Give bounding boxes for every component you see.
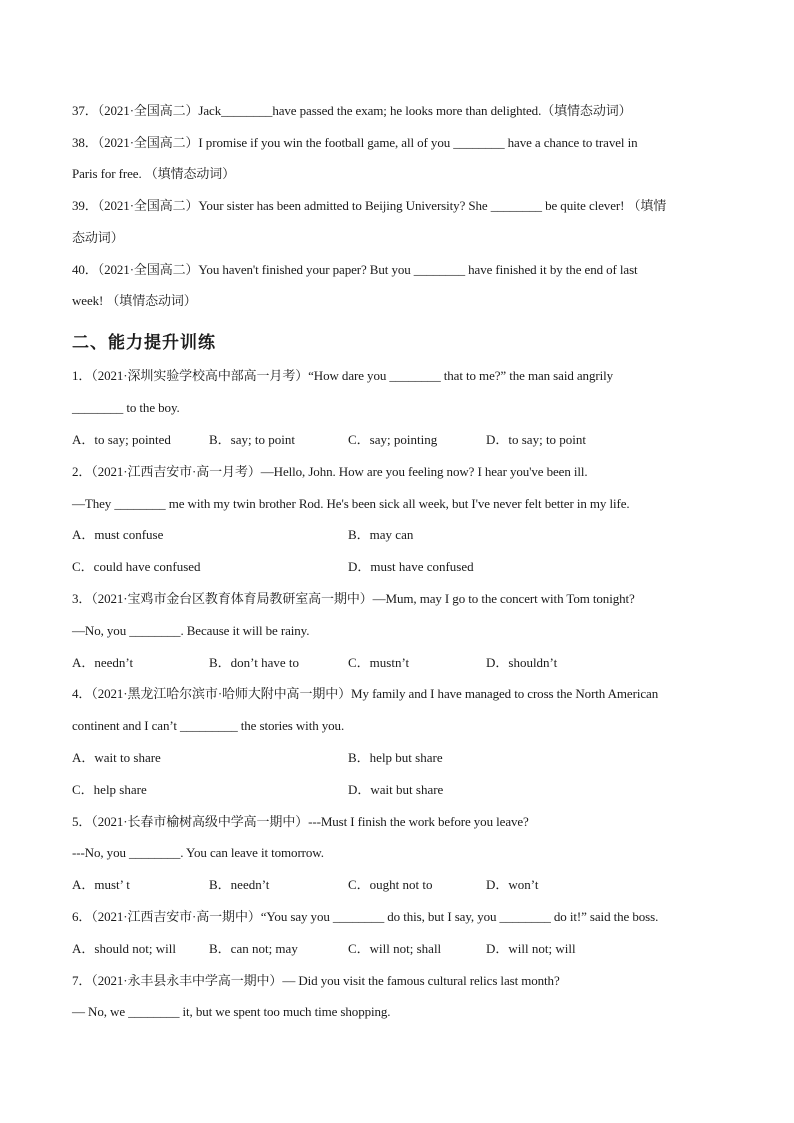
q1-option-b: B．say; to point [209,432,295,447]
q6-option-c: C．will not; shall [348,941,442,956]
question-5-line-1: 5．（2021·长春市榆树高级中学高一期中）---Must I finish the work before you leave? [72,814,529,829]
q5-option-c: C．ought not to [348,877,433,892]
q4-option-b: B．help but share [348,750,443,765]
question-3-line-2: —No, you ________. Because it will be rainy. [72,623,310,638]
q5-option-a: A．must’ t [72,877,130,892]
q4-option-a: A．wait to share [72,750,161,765]
q2-option-c: C．could have confused [72,559,201,574]
question-2-line-2: —They ________ me with my twin brother Rod. He's been sick all week, but I've never felt better in my life. [72,496,630,511]
q6-option-d: D．will not; will [486,941,576,956]
q6-option-b: B．can not; may [209,941,298,956]
q6-option-a: A．should not; will [72,941,177,956]
q5-option-d: D．won’t [486,877,539,892]
question-1-line-1: 1．（2021·深圳实验学校高中部高一月考）“How dare you ________ that to me?” the man said angrily [72,368,614,383]
q3-option-d: D．shouldn’t [486,655,558,670]
question-38-line-2: Paris for free. （填情态动词） [72,166,236,181]
question-5-line-2: ---No, you ________. You can leave it tomorrow. [72,845,324,860]
q4-option-c: C．help share [72,782,147,797]
q3-option-a: A．needn’t [72,655,134,670]
question-40-line-2: week! （填情态动词） [72,293,197,308]
question-2-line-1: 2．（2021·江西吉安市·高一月考）—Hello, John. How are you feeling now? I hear you've been ill. [72,464,588,479]
q1-option-a: A．to say; pointed [72,432,171,447]
question-6-line-1: 6．（2021·江西吉安市·高一期中）“You say you ________ do this, but I say, you ________ do it!” said the boss. [72,909,659,924]
q1-option-c: C．say; pointing [348,432,438,447]
q1-option-d: D．to say; to point [486,432,587,447]
question-37: 37．（2021·全国高二）Jack________have passed the exam; he looks more than delighted.（填情态动词） [72,103,632,118]
question-4-line-1: 4．（2021·黑龙江哈尔滨市·哈师大附中高一期中）My family and I have managed to cross the North American [72,686,659,701]
question-7-line-2: — No, we ________ it, but we spent too much time shopping. [72,1004,391,1019]
section-heading: 二、能力提升训练 [72,333,216,353]
question-39-line-2: 态动词） [72,230,124,245]
q5-option-b: B．needn’t [209,877,270,892]
q2-option-d: D．must have confused [348,559,474,574]
question-39-line-1: 39．（2021·全国高二）Your sister has been admitted to Beijing University? She ________ be quite clever! （填情 [72,198,667,213]
question-38-line-1: 38．（2021·全国高二）I promise if you win the football game, all of you ________ have a chance to travel in [72,135,638,150]
q3-option-c: C．mustn’t [348,655,410,670]
q2-option-a: A．must confuse [72,527,164,542]
question-40-line-1: 40．（2021·全国高二）You haven't finished your paper? But you ________ have finished it by the end of last [72,262,638,277]
question-4-line-2: continent and I can’t _________ the stories with you. [72,718,345,733]
question-1-line-2: ________ to the boy. [72,400,180,415]
question-7-line-1: 7．（2021·永丰县永丰中学高一期中）— Did you visit the famous cultural relics last month? [72,973,560,988]
q2-option-b: B．may can [348,527,414,542]
question-3-line-1: 3．（2021·宝鸡市金台区教育体育局教研室高一期中）—Mum, may I go to the concert with Tom tonight? [72,591,635,606]
q4-option-d: D．wait but share [348,782,444,797]
q3-option-b: B．don’t have to [209,655,300,670]
